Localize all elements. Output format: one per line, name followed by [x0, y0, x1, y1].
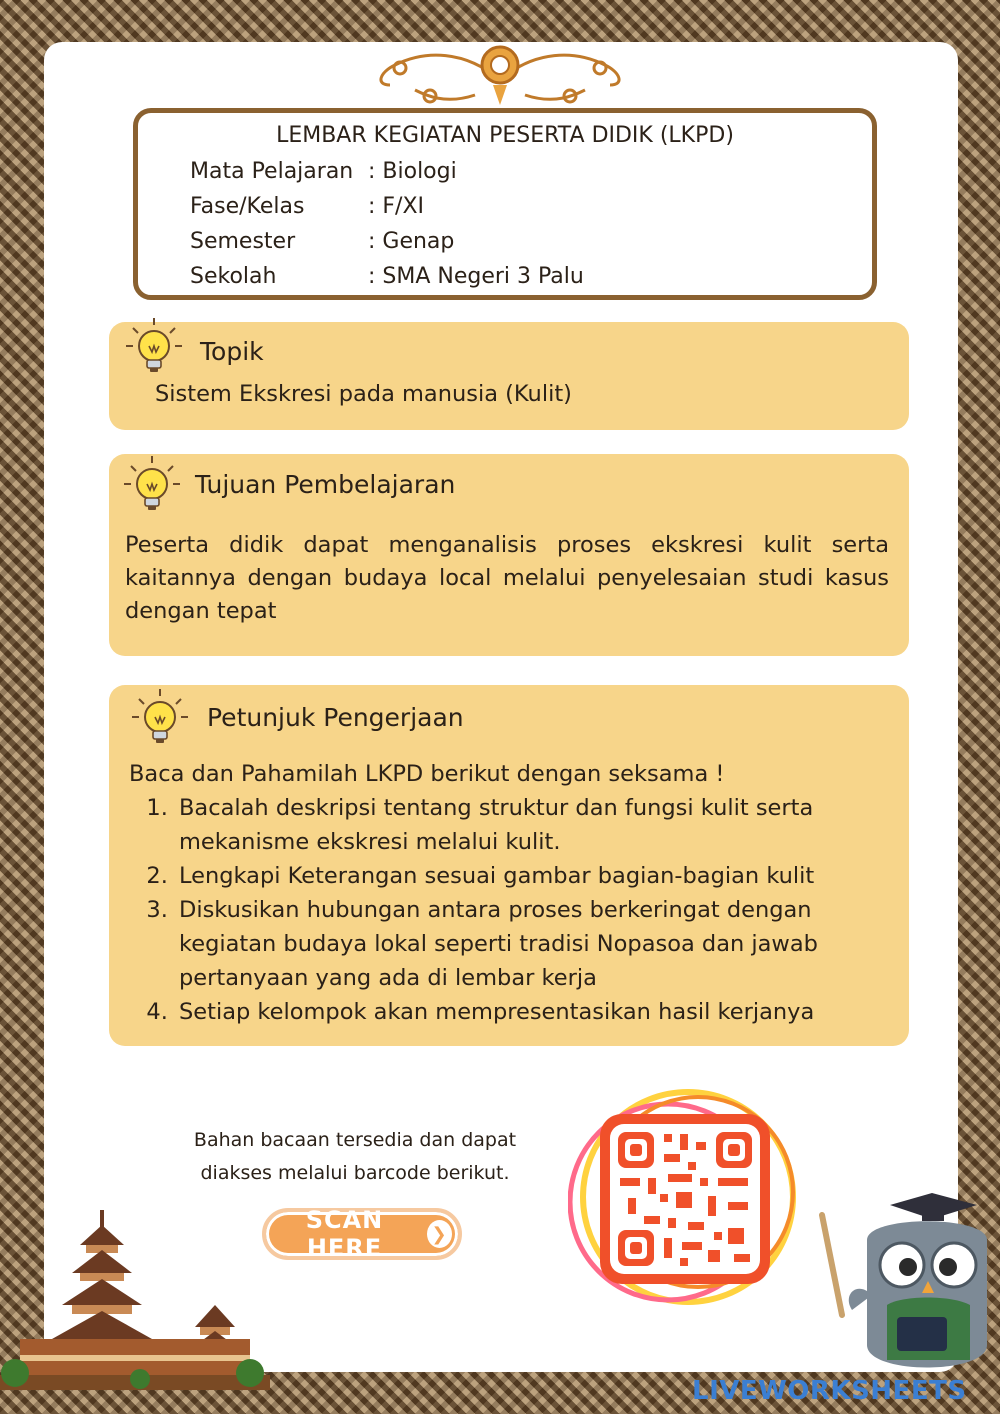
list-item: 2. Lengkapi Keterangan sesuai gambar bagian-bagian kulit [175, 859, 895, 893]
list-item: 4. Setiap kelompok akan mempresentasikan hasil kerjanya [175, 995, 895, 1029]
info-label: Mata Pelajaran [190, 159, 354, 184]
info-value: : SMA Negeri 3 Palu [368, 264, 584, 289]
info-value: : F/XI [368, 194, 425, 219]
info-value: : Biologi [368, 159, 457, 184]
instructions-list [149, 791, 895, 1029]
reading-material-note [160, 1124, 550, 1190]
objective-text: Peserta didik dapat menganalisis proses ekskresi kulit serta kaitannya dengan budaya local melalui penyelesaian studi kasus dengan tepat [125, 532, 889, 624]
instructions-title: Petunjuk Pengerjaan [207, 703, 464, 732]
note-line: Bahan bacaan tersedia dan dapat [193, 1129, 517, 1151]
scan-label: SCAN HERE [305, 1206, 384, 1262]
objective-title: Tujuan Pembelajaran [195, 470, 456, 499]
info-value: : Genap [368, 229, 455, 254]
list-item: 3. Diskusikan hubungan antara proses berkeringat dengan kegiatan budaya lokal seperti tradisi Nopasoa dan jawab pertanyaan yang ada di lembar kerja [175, 893, 895, 995]
owl-teacher-illustration [812, 1185, 1000, 1380]
learning-objective-card [109, 454, 909, 656]
lightbulb-icon [129, 687, 191, 749]
temple-illustration [0, 1205, 270, 1390]
list-item: 1. Bacalah deskripsi tentang struktur dan fungsi kulit serta mekanisme ekskresi melalui kulit. [175, 791, 895, 859]
lightbulb-icon [121, 454, 183, 516]
page-title: LEMBAR KEGIATAN PESERTA DIDIK (LKPD) [276, 123, 734, 148]
info-label: Sekolah [190, 264, 277, 289]
arrow-right-icon: ❯ [427, 1220, 452, 1248]
info-row-school [190, 264, 584, 289]
instructions-intro: Baca dan Pahamilah LKPD berikut dengan seksama ! [129, 761, 725, 787]
info-label: Semester [190, 229, 296, 254]
qr-code[interactable] [568, 1082, 798, 1312]
info-row-subject [190, 159, 457, 184]
info-label: Fase/Kelas [190, 194, 305, 219]
lightbulb-icon [123, 316, 185, 378]
topic-text: Sistem Ekskresi pada manusia (Kulit) [155, 381, 572, 407]
lkpd-identity-box [133, 108, 877, 300]
topic-title: Topik [200, 337, 264, 366]
decorative-ornament [355, 40, 645, 110]
topic-card [109, 322, 909, 430]
scan-here-button[interactable] [262, 1208, 462, 1260]
note-line: diakses melalui barcode berikut. [200, 1162, 510, 1184]
instructions-card [109, 685, 909, 1046]
info-row-semester [190, 229, 454, 254]
liveworksheets-watermark: LIVEWORKSHEETS [692, 1376, 967, 1406]
info-row-class [190, 194, 424, 219]
